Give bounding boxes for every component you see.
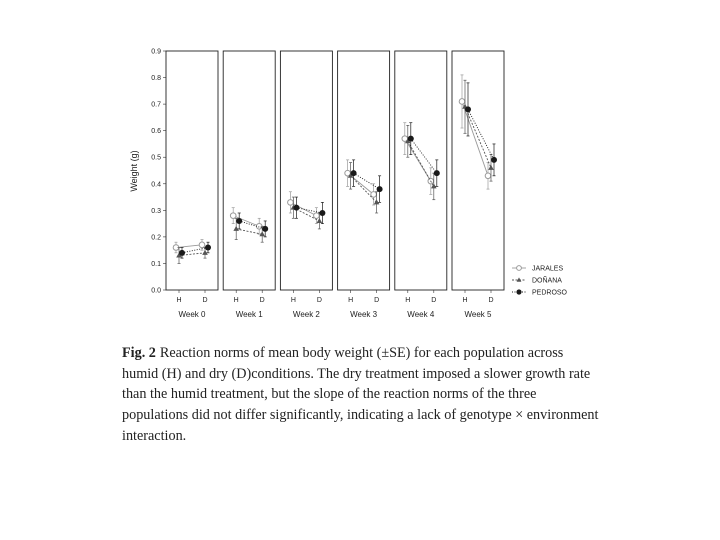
y-tick-label: 0.0: [151, 287, 161, 295]
x-tick-label: H: [233, 297, 239, 304]
series-line: [465, 107, 491, 168]
legend: [512, 266, 568, 297]
panels-group: [151, 49, 504, 320]
series-line: [411, 139, 437, 174]
x-tick-label: D: [202, 297, 208, 304]
data-point: [491, 157, 497, 163]
panel-label: Week 1: [235, 310, 263, 319]
data-point: [371, 192, 377, 198]
panel-frame: [395, 51, 447, 290]
y-tick-label: 0.6: [151, 128, 161, 136]
data-point: [236, 218, 242, 224]
x-tick-label: D: [488, 297, 494, 304]
y-axis-label: Weight (g): [129, 150, 139, 192]
y-tick-label: 0.2: [151, 234, 161, 242]
legend-label: PEDROSO: [532, 289, 568, 297]
data-point: [179, 250, 185, 256]
data-point: [488, 165, 494, 170]
y-tick-label: 0.3: [151, 207, 161, 215]
data-point: [293, 205, 299, 211]
x-tick-label: H: [348, 297, 354, 304]
data-point: [485, 173, 491, 179]
y-tick-label: 0.8: [151, 75, 161, 83]
x-tick-label: D: [316, 297, 322, 304]
panel-frame: [452, 51, 504, 290]
y-tick-label: 0.4: [151, 181, 161, 189]
series-line: [351, 176, 377, 203]
panel-frame: [338, 51, 390, 290]
data-point: [465, 106, 471, 112]
caption-label: Fig. 2: [122, 345, 156, 361]
legend-marker: [517, 266, 522, 271]
x-tick-label: D: [259, 297, 265, 304]
data-point: [377, 186, 383, 192]
legend-label: JARALES: [532, 265, 564, 273]
x-tick-label: H: [405, 297, 411, 304]
data-point: [374, 199, 380, 204]
panel-label: Week 5: [464, 310, 492, 319]
series-line: [176, 245, 202, 248]
data-point: [319, 210, 325, 216]
data-point: [408, 136, 414, 142]
x-tick-label: H: [176, 297, 182, 304]
data-point: [202, 250, 208, 255]
legend-label: DOÑANA: [532, 277, 562, 285]
data-point: [205, 245, 211, 251]
panel-label: Week 0: [178, 310, 206, 319]
caption-text: Reaction norms of mean body weight (±SE) for each population across humid (H) and dry (D)conditions. The dry treatment imposed a slower growth rate than the humid treatment, but the slope of the reaction norms of the three populations did not differ significantly, indicating a lack of genotype × environment interaction.: [122, 345, 599, 444]
panel-label: Week 4: [407, 310, 435, 319]
data-point: [434, 170, 440, 176]
data-point: [233, 226, 239, 231]
panel-frame: [280, 51, 332, 290]
panel-frame: [223, 51, 275, 290]
data-point: [199, 242, 205, 248]
data-point: [351, 170, 357, 176]
panel-frame: [166, 51, 218, 290]
figure-caption: [122, 343, 602, 447]
x-tick-label: D: [431, 297, 437, 304]
data-point: [262, 226, 268, 232]
panel-label: Week 3: [350, 310, 378, 319]
series-line: [468, 109, 494, 159]
y-tick-label: 0.1: [151, 260, 161, 268]
x-tick-label: H: [290, 297, 296, 304]
x-tick-label: H: [462, 297, 468, 304]
y-tick-label: 0.9: [151, 48, 161, 56]
series-line: [462, 101, 488, 175]
data-point: [314, 213, 320, 219]
data-point: [288, 200, 294, 206]
legend-marker: [516, 289, 521, 294]
panel-label: Week 2: [292, 310, 320, 319]
y-tick-label: 0.5: [151, 154, 161, 162]
x-tick-label: D: [374, 297, 380, 304]
data-point: [230, 213, 236, 219]
data-point: [459, 99, 465, 105]
y-tick-label: 0.7: [151, 101, 161, 109]
series-line: [236, 229, 262, 234]
